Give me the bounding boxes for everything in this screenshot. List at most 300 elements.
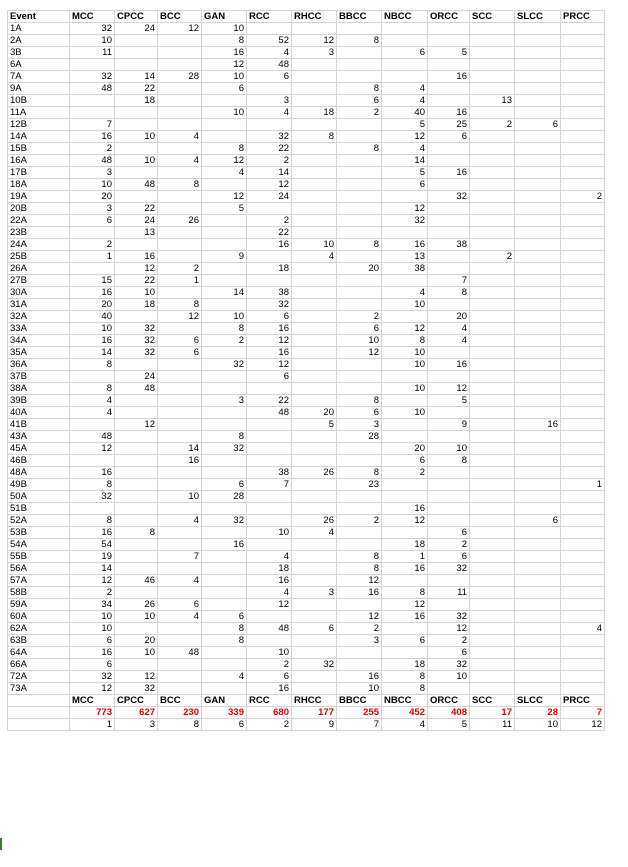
data-cell[interactable] [561,299,605,311]
data-cell[interactable] [515,671,561,683]
data-cell[interactable]: 25 [428,119,470,131]
data-cell[interactable] [561,575,605,587]
data-cell[interactable]: 40 [382,107,428,119]
data-cell[interactable] [70,455,115,467]
data-cell[interactable]: 2 [382,467,428,479]
data-cell[interactable]: 48 [70,83,115,95]
data-cell[interactable]: 22 [115,203,158,215]
data-cell[interactable]: 32 [428,611,470,623]
data-cell[interactable] [292,59,337,71]
data-cell[interactable]: 24 [247,191,292,203]
data-cell[interactable]: 2 [337,311,382,323]
data-cell[interactable]: 20 [337,263,382,275]
data-cell[interactable] [158,479,202,491]
data-cell[interactable] [470,539,515,551]
data-cell[interactable] [158,467,202,479]
data-cell[interactable] [428,407,470,419]
data-cell[interactable] [337,443,382,455]
data-cell[interactable]: 13 [115,227,158,239]
data-cell[interactable] [70,107,115,119]
data-cell[interactable] [115,623,158,635]
data-cell[interactable] [428,491,470,503]
data-cell[interactable] [470,407,515,419]
data-cell[interactable]: 48 [247,407,292,419]
data-cell[interactable] [115,539,158,551]
data-cell[interactable] [561,659,605,671]
data-cell[interactable]: 12 [247,359,292,371]
data-cell[interactable]: PRCC [561,11,605,23]
data-cell[interactable]: 10 [247,527,292,539]
data-cell[interactable]: 19 [70,551,115,563]
row-label-cell[interactable]: 38A [8,383,70,395]
data-cell[interactable] [202,527,247,539]
data-cell[interactable] [561,491,605,503]
data-cell[interactable] [470,191,515,203]
row-label-cell[interactable]: 40A [8,407,70,419]
data-cell[interactable] [292,551,337,563]
data-cell[interactable]: 3 [292,47,337,59]
data-cell[interactable] [115,443,158,455]
data-cell[interactable]: 32 [292,659,337,671]
data-cell[interactable] [115,503,158,515]
row-label-cell[interactable]: 19A [8,191,70,203]
data-cell[interactable]: RHCC [292,695,337,707]
data-cell[interactable]: 255 [337,707,382,719]
data-cell[interactable] [70,227,115,239]
row-label-cell[interactable]: 52A [8,515,70,527]
data-cell[interactable] [292,215,337,227]
data-cell[interactable]: 12 [382,131,428,143]
data-cell[interactable]: 4 [247,587,292,599]
data-cell[interactable]: 10 [337,335,382,347]
data-cell[interactable]: 6 [70,215,115,227]
data-cell[interactable] [158,527,202,539]
data-cell[interactable]: 40 [70,311,115,323]
data-cell[interactable] [202,575,247,587]
data-cell[interactable]: 11 [70,47,115,59]
data-cell[interactable]: 12 [115,263,158,275]
data-cell[interactable]: 11 [470,719,515,731]
data-cell[interactable]: 12 [382,599,428,611]
data-cell[interactable]: 10 [202,311,247,323]
data-cell[interactable] [561,503,605,515]
data-cell[interactable]: 11 [428,587,470,599]
row-label-cell[interactable]: 60A [8,611,70,623]
data-cell[interactable] [292,479,337,491]
data-cell[interactable]: 12 [337,347,382,359]
data-cell[interactable] [561,599,605,611]
data-cell[interactable] [515,155,561,167]
data-cell[interactable] [202,263,247,275]
data-cell[interactable] [292,503,337,515]
data-cell[interactable] [470,155,515,167]
row-label-cell[interactable]: 45A [8,443,70,455]
data-cell[interactable]: 4 [70,395,115,407]
data-cell[interactable]: 4 [382,83,428,95]
data-cell[interactable]: 10 [247,647,292,659]
data-cell[interactable] [158,287,202,299]
data-cell[interactable]: 4 [292,527,337,539]
row-label-cell[interactable]: 14A [8,131,70,143]
data-cell[interactable] [515,635,561,647]
data-cell[interactable]: 32 [115,335,158,347]
row-label-cell[interactable]: 12B [8,119,70,131]
data-cell[interactable] [337,299,382,311]
data-cell[interactable] [202,563,247,575]
data-cell[interactable]: 32 [382,215,428,227]
data-cell[interactable]: 52 [247,35,292,47]
data-cell[interactable]: 2 [247,719,292,731]
data-cell[interactable] [382,479,428,491]
data-cell[interactable] [470,563,515,575]
data-cell[interactable] [158,83,202,95]
data-cell[interactable]: 230 [158,707,202,719]
data-cell[interactable] [337,119,382,131]
data-cell[interactable] [470,287,515,299]
data-cell[interactable] [561,179,605,191]
data-cell[interactable]: 10 [115,647,158,659]
row-label-cell[interactable]: 53B [8,527,70,539]
data-cell[interactable] [470,143,515,155]
data-cell[interactable]: 16 [70,527,115,539]
data-cell[interactable]: 10 [428,671,470,683]
data-cell[interactable]: 8 [70,515,115,527]
data-cell[interactable] [292,167,337,179]
data-cell[interactable]: 408 [428,707,470,719]
data-cell[interactable] [470,395,515,407]
data-cell[interactable]: 8 [202,431,247,443]
data-cell[interactable] [70,371,115,383]
data-cell[interactable]: 16 [428,359,470,371]
data-cell[interactable] [292,143,337,155]
data-cell[interactable] [292,155,337,167]
data-cell[interactable] [202,215,247,227]
data-cell[interactable]: 26 [292,467,337,479]
data-cell[interactable]: 4 [428,335,470,347]
data-cell[interactable]: 14 [382,155,428,167]
row-label-cell[interactable]: 3B [8,47,70,59]
data-cell[interactable] [337,503,382,515]
data-cell[interactable] [202,371,247,383]
data-cell[interactable] [470,107,515,119]
data-cell[interactable]: 8 [337,551,382,563]
data-cell[interactable] [70,59,115,71]
data-cell[interactable] [115,491,158,503]
data-cell[interactable]: 26 [158,215,202,227]
data-cell[interactable] [561,419,605,431]
data-cell[interactable] [115,467,158,479]
data-cell[interactable]: 2 [70,143,115,155]
data-cell[interactable]: 20 [428,311,470,323]
data-cell[interactable] [515,191,561,203]
data-cell[interactable] [115,143,158,155]
data-cell[interactable]: 8 [158,179,202,191]
data-cell[interactable] [247,431,292,443]
data-cell[interactable]: 7 [428,275,470,287]
data-cell[interactable] [202,179,247,191]
data-cell[interactable]: 6 [382,47,428,59]
data-cell[interactable] [292,443,337,455]
data-cell[interactable]: 3 [292,587,337,599]
data-cell[interactable] [515,71,561,83]
data-cell[interactable] [561,227,605,239]
data-cell[interactable]: 7 [337,719,382,731]
data-cell[interactable] [470,659,515,671]
data-cell[interactable] [158,671,202,683]
data-cell[interactable] [470,227,515,239]
data-cell[interactable] [428,95,470,107]
data-cell[interactable]: 3 [115,719,158,731]
data-cell[interactable] [247,515,292,527]
data-cell[interactable] [247,443,292,455]
data-cell[interactable]: 1 [70,251,115,263]
data-cell[interactable] [292,359,337,371]
data-cell[interactable] [158,587,202,599]
data-cell[interactable]: 452 [382,707,428,719]
data-cell[interactable] [470,587,515,599]
data-cell[interactable]: 10 [158,491,202,503]
data-cell[interactable] [428,227,470,239]
data-cell[interactable] [247,383,292,395]
data-cell[interactable] [158,503,202,515]
data-cell[interactable]: 6 [202,83,247,95]
row-label-cell[interactable]: 9A [8,83,70,95]
data-cell[interactable] [561,47,605,59]
data-cell[interactable]: 12 [70,443,115,455]
data-cell[interactable]: 16 [337,587,382,599]
data-cell[interactable]: 3 [247,95,292,107]
row-label-cell[interactable]: 57A [8,575,70,587]
data-cell[interactable] [561,635,605,647]
data-cell[interactable] [337,227,382,239]
data-cell[interactable]: 8 [337,395,382,407]
data-cell[interactable] [337,455,382,467]
data-cell[interactable] [115,551,158,563]
data-cell[interactable]: 4 [70,407,115,419]
data-cell[interactable]: 16 [158,455,202,467]
data-cell[interactable]: 4 [158,611,202,623]
data-cell[interactable]: 10 [382,347,428,359]
data-cell[interactable]: 10 [70,623,115,635]
data-cell[interactable]: 1 [158,275,202,287]
data-cell[interactable]: 12 [247,335,292,347]
data-cell[interactable] [337,659,382,671]
data-cell[interactable]: 12 [70,683,115,695]
data-cell[interactable]: 28 [158,71,202,83]
row-label-cell[interactable]: 46B [8,455,70,467]
data-cell[interactable]: 2 [202,335,247,347]
data-cell[interactable] [515,551,561,563]
data-cell[interactable] [158,227,202,239]
data-cell[interactable] [247,119,292,131]
data-cell[interactable] [382,71,428,83]
data-cell[interactable] [202,503,247,515]
data-cell[interactable] [115,191,158,203]
data-cell[interactable] [561,443,605,455]
data-cell[interactable]: 12 [115,671,158,683]
row-label-cell[interactable]: 51B [8,503,70,515]
data-cell[interactable]: 18 [382,539,428,551]
data-cell[interactable] [515,527,561,539]
data-cell[interactable] [470,647,515,659]
row-label-cell[interactable]: 66A [8,659,70,671]
data-cell[interactable]: 32 [115,323,158,335]
data-cell[interactable]: 6 [337,323,382,335]
data-cell[interactable]: MCC [70,695,115,707]
row-label-cell[interactable]: 37B [8,371,70,383]
data-cell[interactable] [470,623,515,635]
data-cell[interactable]: 7 [247,479,292,491]
data-cell[interactable] [561,287,605,299]
data-cell[interactable] [428,83,470,95]
data-cell[interactable] [70,263,115,275]
data-cell[interactable] [115,35,158,47]
data-cell[interactable]: 32 [115,683,158,695]
row-label-cell[interactable]: 41B [8,419,70,431]
data-cell[interactable]: 32 [247,299,292,311]
data-cell[interactable] [292,335,337,347]
data-cell[interactable]: 24 [115,371,158,383]
data-cell[interactable]: 16 [515,419,561,431]
data-cell[interactable]: 339 [202,707,247,719]
data-cell[interactable]: 16 [247,323,292,335]
row-label-cell[interactable]: 72A [8,671,70,683]
data-cell[interactable] [561,119,605,131]
data-cell[interactable]: 8 [337,83,382,95]
data-cell[interactable] [247,23,292,35]
data-cell[interactable] [247,611,292,623]
data-cell[interactable] [515,227,561,239]
data-cell[interactable]: 8 [70,383,115,395]
data-cell[interactable]: 627 [115,707,158,719]
data-cell[interactable] [292,611,337,623]
data-cell[interactable] [515,647,561,659]
data-cell[interactable]: 5 [428,719,470,731]
data-cell[interactable] [292,263,337,275]
row-label-cell[interactable] [8,719,70,731]
data-cell[interactable] [515,311,561,323]
data-cell[interactable]: 10 [70,611,115,623]
data-cell[interactable] [561,335,605,347]
data-cell[interactable] [337,275,382,287]
data-cell[interactable] [158,659,202,671]
data-cell[interactable]: 16 [337,671,382,683]
data-cell[interactable]: 4 [158,131,202,143]
data-cell[interactable]: 6 [515,119,561,131]
data-cell[interactable]: 24 [115,215,158,227]
data-cell[interactable] [470,359,515,371]
data-cell[interactable] [292,311,337,323]
data-cell[interactable] [382,35,428,47]
data-cell[interactable] [470,299,515,311]
data-cell[interactable] [428,479,470,491]
data-cell[interactable]: 3 [337,419,382,431]
data-cell[interactable] [515,455,561,467]
data-cell[interactable] [515,23,561,35]
data-cell[interactable] [202,347,247,359]
data-cell[interactable]: 5 [292,419,337,431]
data-cell[interactable] [292,119,337,131]
data-cell[interactable]: 12 [382,323,428,335]
data-cell[interactable]: 8 [382,587,428,599]
data-cell[interactable]: 8 [70,479,115,491]
data-cell[interactable] [515,59,561,71]
data-cell[interactable]: 3 [337,635,382,647]
row-label-cell[interactable]: 24A [8,239,70,251]
data-cell[interactable]: 9 [292,719,337,731]
data-cell[interactable]: 8 [382,671,428,683]
data-cell[interactable] [70,95,115,107]
data-cell[interactable] [202,131,247,143]
data-cell[interactable]: ORCC [428,11,470,23]
data-cell[interactable] [202,227,247,239]
data-cell[interactable] [202,419,247,431]
data-cell[interactable]: 6 [158,335,202,347]
data-cell[interactable]: 4 [382,287,428,299]
data-cell[interactable] [561,539,605,551]
data-cell[interactable] [515,659,561,671]
data-cell[interactable] [292,95,337,107]
row-label-cell[interactable]: 39B [8,395,70,407]
data-cell[interactable] [382,395,428,407]
data-cell[interactable]: 5 [428,395,470,407]
data-cell[interactable] [382,59,428,71]
data-cell[interactable] [515,359,561,371]
data-cell[interactable] [382,23,428,35]
data-cell[interactable]: 773 [70,707,115,719]
data-cell[interactable] [470,551,515,563]
data-cell[interactable] [470,83,515,95]
data-cell[interactable] [561,407,605,419]
data-cell[interactable]: 38 [247,467,292,479]
data-cell[interactable] [470,335,515,347]
data-cell[interactable]: 4 [158,575,202,587]
data-cell[interactable] [515,395,561,407]
data-cell[interactable]: 4 [428,323,470,335]
data-cell[interactable] [515,251,561,263]
data-cell[interactable] [158,371,202,383]
data-cell[interactable] [202,455,247,467]
data-cell[interactable]: 10 [115,155,158,167]
data-cell[interactable] [202,659,247,671]
data-cell[interactable]: 9 [428,419,470,431]
data-cell[interactable] [561,611,605,623]
data-cell[interactable]: PRCC [561,695,605,707]
data-cell[interactable] [470,35,515,47]
data-cell[interactable]: 2 [337,107,382,119]
row-label-cell[interactable] [8,695,70,707]
data-cell[interactable]: 20 [382,443,428,455]
data-cell[interactable] [382,491,428,503]
data-cell[interactable]: 24 [115,23,158,35]
data-cell[interactable] [247,419,292,431]
row-label-cell[interactable]: 17B [8,167,70,179]
data-cell[interactable]: 8 [428,287,470,299]
data-cell[interactable] [382,527,428,539]
data-cell[interactable]: 34 [70,599,115,611]
data-cell[interactable] [158,623,202,635]
data-cell[interactable]: CPCC [115,695,158,707]
data-cell[interactable]: 32 [428,659,470,671]
data-cell[interactable] [428,299,470,311]
data-cell[interactable] [292,431,337,443]
data-cell[interactable]: 16 [382,611,428,623]
data-cell[interactable] [428,347,470,359]
data-cell[interactable] [515,599,561,611]
data-cell[interactable] [292,647,337,659]
data-cell[interactable]: 15 [70,275,115,287]
data-cell[interactable]: 10 [515,719,561,731]
